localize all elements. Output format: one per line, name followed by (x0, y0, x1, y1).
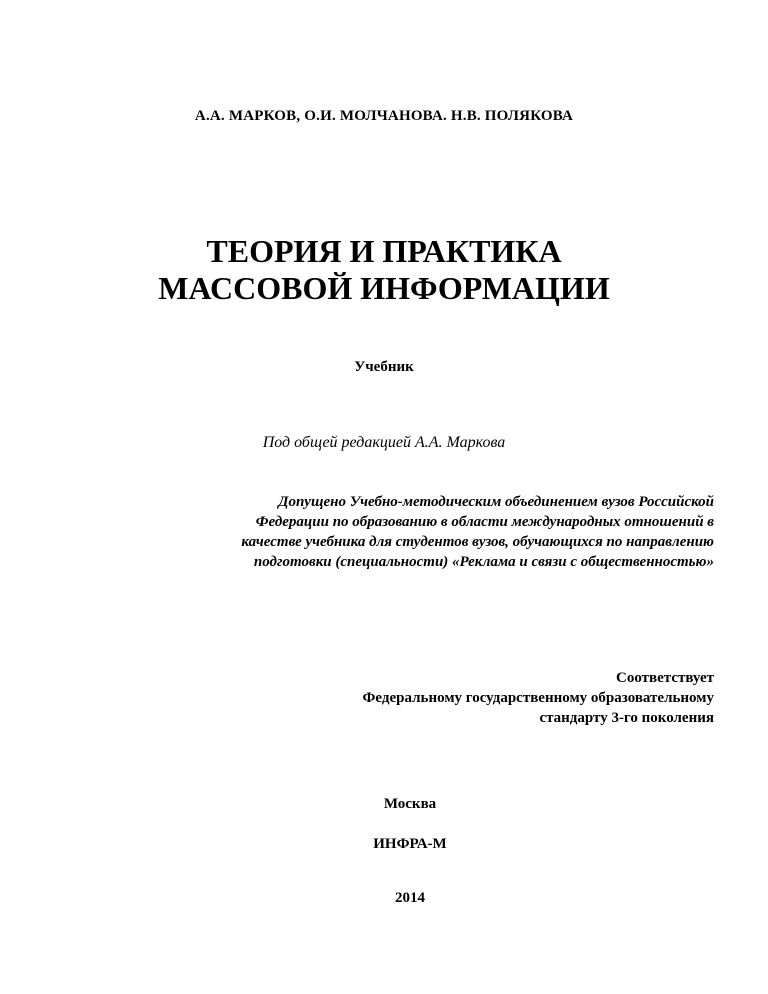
standard-line: стандарту 3-го поколения (539, 710, 714, 726)
approval-line: подготовки (специальности) «Реклама и связи с общественностью» (253, 554, 714, 570)
standard-line: Федеральному государственному образовательному (362, 690, 714, 706)
imprint-year: 2014 (395, 890, 425, 906)
imprint-publisher: ИНФРА-М (373, 836, 447, 852)
imprint-city: Москва (383, 796, 437, 812)
approval-line: Федерации по образованию в области международных отношений в (255, 514, 714, 530)
standard-compliance (114, 668, 714, 728)
book-title-line-1: ТЕОРИЯ И ПРАКТИКА (206, 233, 562, 269)
authors: А.А. МАРКОВ, О.И. МОЛЧАНОВА. Н.В. ПОЛЯКОВА (194, 108, 574, 124)
approval-line: качестве учебника для студентов вузов, обучающихся по направлению (241, 534, 714, 550)
editor-credit: Под общей редакцией А.А. Маркова (262, 434, 506, 451)
book-title-line-2: МАССОВОЙ ИНФОРМАЦИИ (158, 270, 610, 306)
approval-line: Допущено Учебно-методическим объединением вузов Российской (278, 494, 714, 510)
standard-line: Соответствует (616, 670, 714, 686)
genre-label: Учебник (354, 359, 414, 375)
approval-statement (114, 492, 714, 572)
